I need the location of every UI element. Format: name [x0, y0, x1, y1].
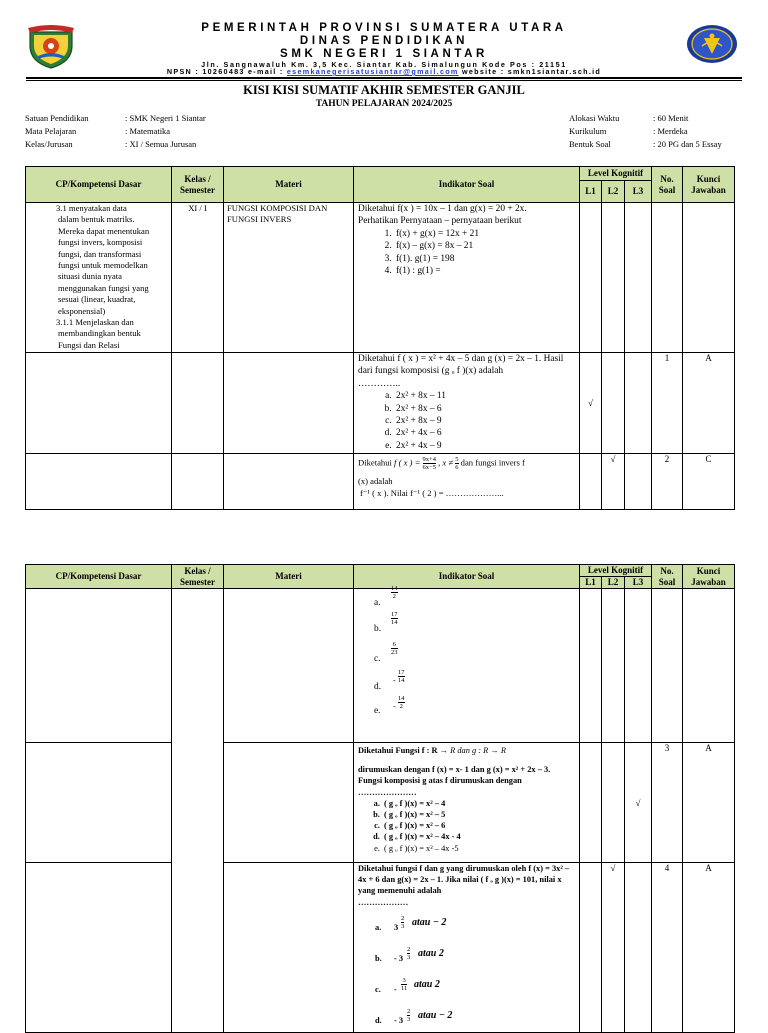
- indicator-cell: Diketahui f ( x ) = $\frac{9x+4}{6x-5}$ , x ≠ $\frac{5}{6}$ dan fungsi invers f (x) adalah f⁻¹ ( x ). Nilai f⁻¹ ( 2 ) = ………………...: [354, 454, 580, 510]
- l1-check: √: [580, 353, 602, 454]
- l3-cell: [625, 454, 652, 510]
- header-l2: L2: [602, 181, 625, 203]
- cp-cell: 3.1 menyatakan data dalam bentuk matriks. Mereka dapat menentukan fungsi invers, komposisi fungsi, dan transformasi fungsi untuk memodelkan situasi dunia nyata menggunakan fungsi yang sesuai (linear, kuadrat, eksponensial) 3.1.1 Menjelaskan dan membandingkan bentuk Fungsi dan Relasi: [26, 203, 172, 353]
- option-item: a. 3 $\frac{2}{3}$ atau − 2: [375, 914, 447, 932]
- l2-cell: [602, 743, 625, 863]
- indicator-cell: Diketahui f(x ) = 10x – 1 dan g(x) = 20 + 2x. Perhatikan Pernyataan – pernyataan berikut 1. f(x) + g(x) = 12x + 21 2. f(x) – g(x) = 8x – 21 3. f(1). g(1) = 198 4. f(1) : g(1) =: [354, 203, 580, 353]
- info-key: Mata Pelajaran: [25, 126, 77, 136]
- l3-cell: [625, 203, 652, 353]
- option-item: b. ( g ₒ f )(x) = x² – 5: [382, 809, 576, 820]
- info-key: Kurikulum: [569, 126, 607, 136]
- info-value: : 20 PG dan 5 Essay: [653, 139, 722, 149]
- table-row: [26, 353, 735, 454]
- table-row: [26, 863, 735, 1033]
- header-kelas: Kelas / Semester: [172, 167, 224, 203]
- kelas-cell: [172, 353, 224, 454]
- kisi-table-2: [25, 564, 735, 1033]
- option-item: d. 2x² + 4x – 6: [394, 427, 576, 439]
- l2-cell: [602, 203, 625, 353]
- header-indikator: Indikator Soal: [354, 167, 580, 203]
- indicator-cell: Diketahui fungsi f dan g yang dirumuskan oleh f (x) = 3x² – 4x + 6 dan g(x) = 2x – 1. Jika nilai ( f ₒ g )(x) = 101, nilai x yang memenuhi adalah ……………… a. 3 $\frac{2}{3}$ atau − 2 b. - 3 $\frac{2}{3}$ atau 2 c. - $\frac{3}{11}$ atau 2 d. - 3 $\frac{2}{3}$ atau − 2: [354, 863, 580, 1033]
- question-number: 3: [652, 743, 683, 863]
- option-item: c. $\frac{6}{23}$: [374, 641, 398, 664]
- option-item: d. ( g ₒ f )(x) = x² – 4x - 4: [382, 831, 576, 842]
- header-kunci: Kunci Jawaban: [683, 167, 735, 203]
- kisi-table-1: [25, 166, 735, 510]
- l2-cell: [602, 589, 625, 743]
- info-key: Alokasi Waktu: [569, 113, 620, 123]
- l1-cell: [580, 589, 602, 743]
- question-number: 1: [652, 353, 683, 454]
- no-cell: [652, 203, 683, 353]
- question-number: 2: [652, 454, 683, 510]
- table-row: [26, 203, 735, 353]
- cp-cell: [26, 589, 172, 743]
- info-row: [569, 125, 722, 138]
- option-item: c. ( g ₒ f )(x) = x² – 6: [382, 820, 576, 831]
- info-value: : 60 Menit: [653, 113, 689, 123]
- header-level: Level Kognitif: [580, 565, 652, 577]
- answer-key: A: [683, 743, 735, 863]
- info-key: Kelas/Jurusan: [25, 139, 73, 149]
- materi-cell: [224, 743, 354, 863]
- option-item: a. ( g ₒ f )(x) = x² – 4: [382, 798, 576, 809]
- header-rule-thin: [26, 80, 742, 81]
- l2-check: √: [602, 863, 625, 1033]
- materi-cell: [224, 454, 354, 510]
- kelas-cell: [172, 589, 224, 1033]
- cp-cell: [26, 353, 172, 454]
- table-row: [26, 454, 735, 510]
- header-no: No. Soal: [652, 565, 683, 589]
- l2-check: √: [602, 454, 625, 510]
- header-cp: CP/Kompetensi Dasar: [26, 565, 172, 589]
- option-item: a. $\frac{14}{2}$: [374, 585, 398, 608]
- info-key: Bentuk Soal: [569, 139, 611, 149]
- cp-cell: [26, 454, 172, 510]
- info-row: [569, 138, 722, 151]
- info-value: : Matematika: [125, 126, 171, 136]
- option-item: b. $\frac{17}{14}$: [374, 611, 398, 634]
- l3-cell: [625, 353, 652, 454]
- l3-cell: [625, 863, 652, 1033]
- info-right: [569, 112, 722, 151]
- header-l2: L2: [602, 577, 625, 589]
- header-kelas: Kelas / Semester: [172, 565, 224, 589]
- no-cell: [652, 589, 683, 743]
- header-rule-thick: [26, 77, 742, 79]
- answer-key: A: [683, 863, 735, 1033]
- letterhead: [0, 0, 768, 82]
- info-value: : SMK Negeri 1 Siantar: [125, 113, 206, 123]
- kelas-cell: [172, 454, 224, 510]
- info-row: [569, 112, 722, 125]
- email-link[interactable]: esemkanegerisatusiantar@gmail.com: [286, 67, 459, 76]
- document-title: KISI KISI SUMATIF AKHIR SEMESTER GANJIL: [243, 83, 525, 97]
- letterhead-line2: DINAS PENDIDIKAN: [299, 35, 469, 47]
- materi-cell: [224, 589, 354, 743]
- l1-cell: [580, 203, 602, 353]
- list-item: 2. f(x) – g(x) = 8x – 21: [394, 240, 576, 252]
- header-materi: Materi: [224, 167, 354, 203]
- l1-cell: [580, 863, 602, 1033]
- info-key: Satuan Pendidikan: [25, 113, 89, 123]
- cp-cell: [26, 863, 172, 1033]
- header-l1: L1: [580, 577, 602, 589]
- indicator-cell: Diketahui Fungsi f : R → R dan g : R → R dirumuskan dengan f (x) = x- 1 dan g (x) = x² + 2x – 3. Fungsi komposisi g atas f dirumuskan dengan ………………… a. ( g ₒ f )(x) = x² – 4 b. ( g ₒ f )(x) = x² – 5 c. ( g ₒ f )(x) = x² – 6 d. ( g ₒ f )(x) = x² – 4x - 4 e. ( g ₒ f )(x) = x² – 4x -5: [354, 743, 580, 863]
- header-cp: CP/Kompetensi Dasar: [26, 167, 172, 203]
- cp-cell: [26, 743, 172, 863]
- materi-cell: FUNGSI KOMPOSISI DAN FUNGSI INVERS: [224, 203, 354, 353]
- list-item: 4. f(1) : g(1) =: [394, 265, 576, 277]
- header-no: No. Soal: [652, 167, 683, 203]
- option-item: c. - $\frac{3}{11}$ atau 2: [375, 976, 440, 994]
- l3-check: √: [625, 743, 652, 863]
- table-row: [26, 743, 735, 863]
- l1-cell: [580, 454, 602, 510]
- option-item: e. ( g ₒ f )(x) = x² – 4x -5: [382, 843, 576, 854]
- list-item: 3. f(1). g(1) = 198: [394, 253, 576, 265]
- header-l1: L1: [580, 181, 602, 203]
- option-item: b. 2x² + 8x – 6: [394, 403, 576, 415]
- info-row: [25, 112, 206, 125]
- option-item: e. - $\frac{14}{2}$: [374, 695, 405, 716]
- list-item: 1. f(x) + g(x) = 12x + 21: [394, 228, 576, 240]
- letterhead-school: SMK NEGERI 1 SIANTAR: [280, 48, 488, 60]
- indicator-cell: Diketahui f ( x ) = x² + 4x – 5 dan g (x) = 2x – 1. Hasil dari fungsi komposisi (g ₒ f )(x) adalah ………….. a. 2x² + 8x – 11 b. 2x² + 8x – 6 c. 2x² + 8x – 9 d. 2x² + 4x – 6 e. 2x² + 4x – 9: [354, 353, 580, 454]
- letterhead-line1: PEMERINTAH PROVINSI SUMATERA UTARA: [201, 22, 567, 34]
- letterhead-address: Jln. Sangnawaluh Km. 3,5 Kec. Siantar Kab. Simalungun Kode Pos : 21151: [201, 60, 567, 69]
- option-item: e. 2x² + 4x – 9: [394, 440, 576, 452]
- l1-cell: [580, 743, 602, 863]
- header-indikator: Indikator Soal: [354, 565, 580, 589]
- header-level: Level Kognitif: [580, 167, 652, 181]
- l3-cell: [625, 589, 652, 743]
- info-left: [25, 112, 206, 151]
- answer-key: A: [683, 353, 735, 454]
- table-row: [26, 589, 735, 743]
- info-value: : Merdeka: [653, 126, 688, 136]
- info-value: : XI / Semua Jurusan: [125, 139, 197, 149]
- option-item: c. 2x² + 8x – 9: [394, 415, 576, 427]
- header-l3: L3: [625, 577, 652, 589]
- contact-suffix: website : smkn1siantar.sch.id: [458, 67, 602, 76]
- letterhead-contact: [0, 67, 768, 76]
- key-cell: [683, 589, 735, 743]
- option-item: b. - 3 $\frac{2}{3}$ atau 2: [375, 945, 444, 963]
- materi-cell: [224, 353, 354, 454]
- kelas-cell: XI / I: [172, 203, 224, 353]
- key-cell: [683, 203, 735, 353]
- header-l3: L3: [625, 181, 652, 203]
- info-row: [25, 138, 206, 151]
- question-number: 4: [652, 863, 683, 1033]
- materi-cell: [224, 863, 354, 1033]
- l2-cell: [602, 353, 625, 454]
- info-row: [25, 125, 206, 138]
- school-year: TAHUN PELAJARAN 2024/2025: [315, 99, 453, 109]
- indicator-cell: [354, 585, 580, 743]
- contact-prefix: NPSN : 10260483 e-mail :: [166, 67, 287, 76]
- header-materi: Materi: [224, 565, 354, 589]
- option-item: a. 2x² + 8x – 11: [394, 390, 576, 402]
- header-kunci: Kunci Jawaban: [683, 565, 735, 589]
- option-item: d. - 3 $\frac{2}{3}$ atau − 2: [375, 1007, 453, 1025]
- option-item: d. - $\frac{17}{14}$: [374, 669, 405, 692]
- answer-key: C: [683, 454, 735, 510]
